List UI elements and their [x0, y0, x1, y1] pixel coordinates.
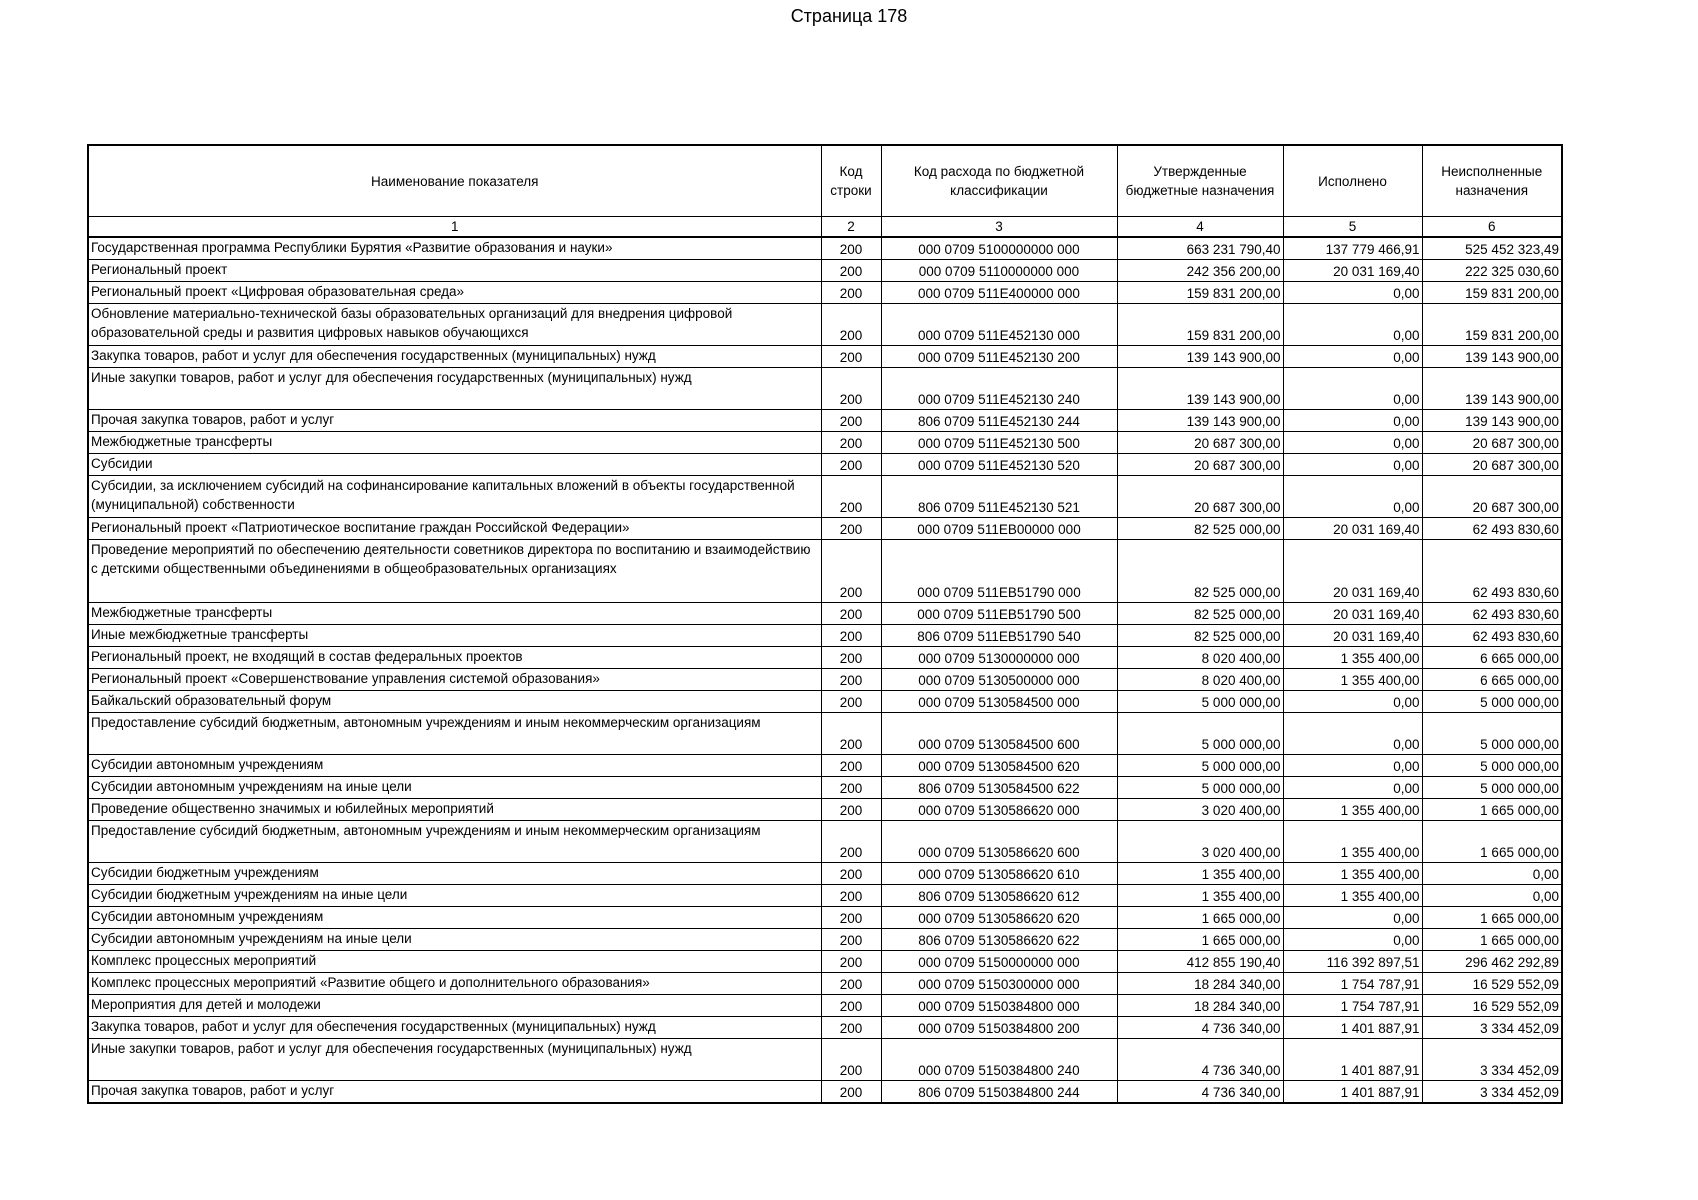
row-name-cell: Обновление материально-технической базы образовательных организаций для внедрения цифровой образовательной среды и развития цифровых навыков обучающихся	[88, 304, 821, 346]
row-unexecuted-cell: 5 000 000,00	[1422, 713, 1562, 755]
table-row	[88, 755, 1562, 777]
row-line-code-cell: 200	[821, 973, 881, 995]
table-row	[88, 713, 1562, 755]
row-budget-code-cell: 000 0709 5130586620 620	[881, 907, 1117, 929]
row-budget-code-cell: 000 0709 5150000000 000	[881, 951, 1117, 973]
header-budget-code: Код расхода по бюджетной классификации	[881, 145, 1117, 217]
row-name-cell: Предоставление субсидий бюджетным, автономным учреждениям и иным некоммерческим организациям	[88, 713, 821, 755]
row-unexecuted-cell: 1 665 000,00	[1422, 821, 1562, 863]
row-budget-code-cell: 000 0709 5130586620 610	[881, 863, 1117, 885]
table-row	[88, 821, 1562, 863]
row-executed-cell: 1 355 400,00	[1283, 863, 1422, 885]
row-executed-cell: 20 031 169,40	[1283, 625, 1422, 647]
table-row	[88, 540, 1562, 603]
row-name-cell: Региональный проект «Цифровая образовательная среда»	[88, 282, 821, 304]
row-line-code-cell: 200	[821, 410, 881, 432]
row-line-code-cell: 200	[821, 304, 881, 346]
row-line-code-cell: 200	[821, 929, 881, 951]
table-row	[88, 432, 1562, 454]
row-executed-cell: 0,00	[1283, 346, 1422, 368]
row-approved-cell: 4 736 340,00	[1117, 1017, 1283, 1039]
column-number: 6	[1422, 217, 1562, 238]
row-approved-cell: 1 665 000,00	[1117, 929, 1283, 951]
table-row	[88, 669, 1562, 691]
row-executed-cell: 20 031 169,40	[1283, 540, 1422, 603]
row-budget-code-cell: 806 0709 5150384800 244	[881, 1081, 1117, 1104]
row-unexecuted-cell: 5 000 000,00	[1422, 691, 1562, 713]
row-line-code-cell: 200	[821, 951, 881, 973]
row-name-cell: Иные закупки товаров, работ и услуг для обеспечения государственных (муниципальных) нужд	[88, 368, 821, 410]
row-name-cell: Субсидии автономным учреждениям на иные цели	[88, 929, 821, 951]
table-row	[88, 885, 1562, 907]
row-line-code-cell: 200	[821, 282, 881, 304]
row-name-cell: Региональный проект «Патриотическое воспитание граждан Российской Федерации»	[88, 518, 821, 540]
row-approved-cell: 82 525 000,00	[1117, 603, 1283, 625]
column-number: 5	[1283, 217, 1422, 238]
row-approved-cell: 8 020 400,00	[1117, 647, 1283, 669]
row-line-code-cell: 200	[821, 346, 881, 368]
row-approved-cell: 4 736 340,00	[1117, 1081, 1283, 1104]
row-line-code-cell: 200	[821, 476, 881, 518]
row-budget-code-cell: 000 0709 5110000000 000	[881, 260, 1117, 282]
row-line-code-cell: 200	[821, 368, 881, 410]
row-line-code-cell: 200	[821, 777, 881, 799]
row-name-cell: Закупка товаров, работ и услуг для обеспечения государственных (муниципальных) нужд	[88, 1017, 821, 1039]
table-row	[88, 799, 1562, 821]
row-line-code-cell: 200	[821, 237, 881, 260]
table-row	[88, 951, 1562, 973]
row-line-code-cell: 200	[821, 540, 881, 603]
row-approved-cell: 139 143 900,00	[1117, 410, 1283, 432]
row-line-code-cell: 200	[821, 260, 881, 282]
row-executed-cell: 1 754 787,91	[1283, 995, 1422, 1017]
row-budget-code-cell: 000 0709 511EB51790 500	[881, 603, 1117, 625]
row-line-code-cell: 200	[821, 799, 881, 821]
row-budget-code-cell: 000 0709 5130584500 600	[881, 713, 1117, 755]
row-unexecuted-cell: 139 143 900,00	[1422, 346, 1562, 368]
row-approved-cell: 159 831 200,00	[1117, 282, 1283, 304]
row-approved-cell: 1 665 000,00	[1117, 907, 1283, 929]
row-budget-code-cell: 000 0709 511E452130 200	[881, 346, 1117, 368]
row-executed-cell: 1 355 400,00	[1283, 821, 1422, 863]
row-unexecuted-cell: 62 493 830,60	[1422, 540, 1562, 603]
row-approved-cell: 1 355 400,00	[1117, 885, 1283, 907]
row-executed-cell: 20 031 169,40	[1283, 260, 1422, 282]
row-budget-code-cell: 806 0709 5130584500 622	[881, 777, 1117, 799]
row-name-cell: Региональный проект, не входящий в состав федеральных проектов	[88, 647, 821, 669]
header-executed: Исполнено	[1283, 145, 1422, 217]
table-row	[88, 691, 1562, 713]
table-row	[88, 304, 1562, 346]
row-approved-cell: 82 525 000,00	[1117, 625, 1283, 647]
row-executed-cell: 137 779 466,91	[1283, 237, 1422, 260]
row-budget-code-cell: 000 0709 511E452130 240	[881, 368, 1117, 410]
row-approved-cell: 18 284 340,00	[1117, 995, 1283, 1017]
row-unexecuted-cell: 139 143 900,00	[1422, 368, 1562, 410]
row-unexecuted-cell: 62 493 830,60	[1422, 518, 1562, 540]
row-executed-cell: 1 355 400,00	[1283, 799, 1422, 821]
table-row	[88, 603, 1562, 625]
row-budget-code-cell: 000 0709 5130586620 000	[881, 799, 1117, 821]
row-executed-cell: 0,00	[1283, 777, 1422, 799]
row-unexecuted-cell: 296 462 292,89	[1422, 951, 1562, 973]
row-budget-code-cell: 000 0709 5150384800 240	[881, 1039, 1117, 1081]
table-row	[88, 454, 1562, 476]
row-executed-cell: 0,00	[1283, 476, 1422, 518]
row-line-code-cell: 200	[821, 454, 881, 476]
row-executed-cell: 116 392 897,51	[1283, 951, 1422, 973]
row-unexecuted-cell: 222 325 030,60	[1422, 260, 1562, 282]
row-executed-cell: 1 401 887,91	[1283, 1039, 1422, 1081]
row-executed-cell: 1 401 887,91	[1283, 1081, 1422, 1104]
row-line-code-cell: 200	[821, 1081, 881, 1104]
row-executed-cell: 0,00	[1283, 691, 1422, 713]
row-name-cell: Предоставление субсидий бюджетным, автономным учреждениям и иным некоммерческим организациям	[88, 821, 821, 863]
row-unexecuted-cell: 20 687 300,00	[1422, 476, 1562, 518]
row-line-code-cell: 200	[821, 518, 881, 540]
row-unexecuted-cell: 5 000 000,00	[1422, 755, 1562, 777]
row-name-cell: Субсидии автономным учреждениям	[88, 907, 821, 929]
row-executed-cell: 1 355 400,00	[1283, 885, 1422, 907]
row-executed-cell: 0,00	[1283, 907, 1422, 929]
row-budget-code-cell: 000 0709 511EB00000 000	[881, 518, 1117, 540]
row-budget-code-cell: 000 0709 5130586620 600	[881, 821, 1117, 863]
row-budget-code-cell: 000 0709 5150384800 200	[881, 1017, 1117, 1039]
column-number: 3	[881, 217, 1117, 238]
table-row	[88, 929, 1562, 951]
row-executed-cell: 1 355 400,00	[1283, 669, 1422, 691]
row-name-cell: Закупка товаров, работ и услуг для обеспечения государственных (муниципальных) нужд	[88, 346, 821, 368]
row-budget-code-cell: 000 0709 5130500000 000	[881, 669, 1117, 691]
row-budget-code-cell: 000 0709 5130584500 620	[881, 755, 1117, 777]
row-approved-cell: 5 000 000,00	[1117, 713, 1283, 755]
row-name-cell: Субсидии автономным учреждениям	[88, 755, 821, 777]
table-row	[88, 1017, 1562, 1039]
page-header: Страница 178	[790, 6, 908, 26]
row-budget-code-cell: 000 0709 511E452130 500	[881, 432, 1117, 454]
row-line-code-cell: 200	[821, 863, 881, 885]
table-row	[88, 476, 1562, 518]
row-line-code-cell: 200	[821, 647, 881, 669]
row-unexecuted-cell: 1 665 000,00	[1422, 907, 1562, 929]
header-indicator-name: Наименование показателя	[88, 145, 821, 217]
row-executed-cell: 20 031 169,40	[1283, 603, 1422, 625]
row-approved-cell: 20 687 300,00	[1117, 432, 1283, 454]
table-row	[88, 995, 1562, 1017]
row-name-cell: Иные закупки товаров, работ и услуг для обеспечения государственных (муниципальных) нужд	[88, 1039, 821, 1081]
column-number: 4	[1117, 217, 1283, 238]
table-row	[88, 346, 1562, 368]
row-approved-cell: 18 284 340,00	[1117, 973, 1283, 995]
row-budget-code-cell: 806 0709 511E452130 521	[881, 476, 1117, 518]
row-executed-cell: 0,00	[1283, 432, 1422, 454]
row-line-code-cell: 200	[821, 1017, 881, 1039]
row-name-cell: Мероприятия для детей и молодежи	[88, 995, 821, 1017]
table-body	[88, 237, 1562, 1103]
row-budget-code-cell: 000 0709 511E400000 000	[881, 282, 1117, 304]
row-approved-cell: 82 525 000,00	[1117, 540, 1283, 603]
row-executed-cell: 20 031 169,40	[1283, 518, 1422, 540]
header-row	[88, 145, 1562, 217]
row-executed-cell: 0,00	[1283, 454, 1422, 476]
row-approved-cell: 20 687 300,00	[1117, 454, 1283, 476]
row-unexecuted-cell: 20 687 300,00	[1422, 432, 1562, 454]
row-name-cell: Региональный проект	[88, 260, 821, 282]
row-name-cell: Проведение мероприятий по обеспечению деятельности советников директора по воспитанию и взаимодействию с детскими общественными объединениями в общеобразовательных организациях	[88, 540, 821, 603]
row-approved-cell: 82 525 000,00	[1117, 518, 1283, 540]
row-line-code-cell: 200	[821, 821, 881, 863]
row-unexecuted-cell: 5 000 000,00	[1422, 777, 1562, 799]
row-budget-code-cell: 806 0709 5130586620 612	[881, 885, 1117, 907]
column-number-row	[88, 217, 1562, 238]
row-name-cell: Комплекс процессных мероприятий «Развитие общего и дополнительного образования»	[88, 973, 821, 995]
row-executed-cell: 1 355 400,00	[1283, 647, 1422, 669]
row-unexecuted-cell: 0,00	[1422, 863, 1562, 885]
table-row	[88, 368, 1562, 410]
row-name-cell: Субсидии бюджетным учреждениям на иные цели	[88, 885, 821, 907]
row-line-code-cell: 200	[821, 1039, 881, 1081]
row-line-code-cell: 200	[821, 907, 881, 929]
table-row	[88, 1039, 1562, 1081]
row-approved-cell: 139 143 900,00	[1117, 346, 1283, 368]
row-unexecuted-cell: 16 529 552,09	[1422, 973, 1562, 995]
row-unexecuted-cell: 16 529 552,09	[1422, 995, 1562, 1017]
row-name-cell: Межбюджетные трансферты	[88, 432, 821, 454]
row-approved-cell: 242 356 200,00	[1117, 260, 1283, 282]
row-unexecuted-cell: 1 665 000,00	[1422, 799, 1562, 821]
row-approved-cell: 412 855 190,40	[1117, 951, 1283, 973]
row-approved-cell: 20 687 300,00	[1117, 476, 1283, 518]
row-unexecuted-cell: 62 493 830,60	[1422, 603, 1562, 625]
row-line-code-cell: 200	[821, 669, 881, 691]
row-budget-code-cell: 000 0709 511EB51790 000	[881, 540, 1117, 603]
row-executed-cell: 1 401 887,91	[1283, 1017, 1422, 1039]
header-unexecuted: Неисполненные назначения	[1422, 145, 1562, 217]
row-budget-code-cell: 806 0709 511EB51790 540	[881, 625, 1117, 647]
row-unexecuted-cell: 3 334 452,09	[1422, 1081, 1562, 1104]
row-approved-cell: 3 020 400,00	[1117, 799, 1283, 821]
row-executed-cell: 0,00	[1283, 368, 1422, 410]
row-unexecuted-cell: 20 687 300,00	[1422, 454, 1562, 476]
row-budget-code-cell: 000 0709 511E452130 000	[881, 304, 1117, 346]
row-budget-code-cell: 000 0709 5150300000 000	[881, 973, 1117, 995]
header-approved: Утвержденные бюджетные назначения	[1117, 145, 1283, 217]
table-row	[88, 260, 1562, 282]
column-number: 1	[88, 217, 821, 238]
row-executed-cell: 0,00	[1283, 304, 1422, 346]
row-budget-code-cell: 000 0709 5130584500 000	[881, 691, 1117, 713]
row-name-cell: Проведение общественно значимых и юбилейных мероприятий	[88, 799, 821, 821]
row-line-code-cell: 200	[821, 885, 881, 907]
header-line-code: Код строки	[821, 145, 881, 217]
row-name-cell: Региональный проект «Совершенствование управления системой образования»	[88, 669, 821, 691]
row-unexecuted-cell: 159 831 200,00	[1422, 304, 1562, 346]
row-name-cell: Субсидии, за исключением субсидий на софинансирование капитальных вложений в объекты государственной (муниципальной) собственности	[88, 476, 821, 518]
row-line-code-cell: 200	[821, 995, 881, 1017]
row-approved-cell: 3 020 400,00	[1117, 821, 1283, 863]
budget-report-table	[87, 144, 1563, 1104]
row-budget-code-cell: 000 0709 5130000000 000	[881, 647, 1117, 669]
row-name-cell: Субсидии	[88, 454, 821, 476]
table-row	[88, 647, 1562, 669]
row-unexecuted-cell: 3 334 452,09	[1422, 1017, 1562, 1039]
row-executed-cell: 0,00	[1283, 755, 1422, 777]
row-name-cell: Межбюджетные трансферты	[88, 603, 821, 625]
row-approved-cell: 139 143 900,00	[1117, 368, 1283, 410]
row-approved-cell: 1 355 400,00	[1117, 863, 1283, 885]
row-name-cell: Иные межбюджетные трансферты	[88, 625, 821, 647]
table-row	[88, 518, 1562, 540]
row-unexecuted-cell: 3 334 452,09	[1422, 1039, 1562, 1081]
row-approved-cell: 159 831 200,00	[1117, 304, 1283, 346]
row-unexecuted-cell: 159 831 200,00	[1422, 282, 1562, 304]
row-unexecuted-cell: 6 665 000,00	[1422, 669, 1562, 691]
table-row	[88, 973, 1562, 995]
row-unexecuted-cell: 1 665 000,00	[1422, 929, 1562, 951]
table-row	[88, 625, 1562, 647]
row-name-cell: Прочая закупка товаров, работ и услуг	[88, 1081, 821, 1104]
row-name-cell: Субсидии бюджетным учреждениям	[88, 863, 821, 885]
row-name-cell: Байкальский образовательный форум	[88, 691, 821, 713]
row-unexecuted-cell: 0,00	[1422, 885, 1562, 907]
row-unexecuted-cell: 62 493 830,60	[1422, 625, 1562, 647]
row-executed-cell: 0,00	[1283, 713, 1422, 755]
row-budget-code-cell: 000 0709 511E452130 520	[881, 454, 1117, 476]
row-approved-cell: 4 736 340,00	[1117, 1039, 1283, 1081]
table-row	[88, 282, 1562, 304]
table-row	[88, 410, 1562, 432]
row-approved-cell: 663 231 790,40	[1117, 237, 1283, 260]
row-name-cell: Прочая закупка товаров, работ и услуг	[88, 410, 821, 432]
row-name-cell: Комплекс процессных мероприятий	[88, 951, 821, 973]
table-row	[88, 863, 1562, 885]
table-row	[88, 907, 1562, 929]
row-unexecuted-cell: 6 665 000,00	[1422, 647, 1562, 669]
row-budget-code-cell: 000 0709 5100000000 000	[881, 237, 1117, 260]
row-unexecuted-cell: 525 452 323,49	[1422, 237, 1562, 260]
row-executed-cell: 0,00	[1283, 929, 1422, 951]
row-approved-cell: 5 000 000,00	[1117, 691, 1283, 713]
row-line-code-cell: 200	[821, 713, 881, 755]
row-approved-cell: 5 000 000,00	[1117, 777, 1283, 799]
row-line-code-cell: 200	[821, 691, 881, 713]
row-approved-cell: 8 020 400,00	[1117, 669, 1283, 691]
row-executed-cell: 1 754 787,91	[1283, 973, 1422, 995]
column-number: 2	[821, 217, 881, 238]
row-name-cell: Субсидии автономным учреждениям на иные цели	[88, 777, 821, 799]
row-executed-cell: 0,00	[1283, 410, 1422, 432]
row-line-code-cell: 200	[821, 755, 881, 777]
row-budget-code-cell: 806 0709 5130586620 622	[881, 929, 1117, 951]
row-executed-cell: 0,00	[1283, 282, 1422, 304]
table-row	[88, 237, 1562, 260]
row-budget-code-cell: 806 0709 511E452130 244	[881, 410, 1117, 432]
row-unexecuted-cell: 139 143 900,00	[1422, 410, 1562, 432]
row-name-cell: Государственная программа Республики Бурятия «Развитие образования и науки»	[88, 237, 821, 260]
row-line-code-cell: 200	[821, 625, 881, 647]
table-row	[88, 1081, 1562, 1104]
row-budget-code-cell: 000 0709 5150384800 000	[881, 995, 1117, 1017]
row-approved-cell: 5 000 000,00	[1117, 755, 1283, 777]
row-line-code-cell: 200	[821, 603, 881, 625]
row-line-code-cell: 200	[821, 432, 881, 454]
table-row	[88, 777, 1562, 799]
